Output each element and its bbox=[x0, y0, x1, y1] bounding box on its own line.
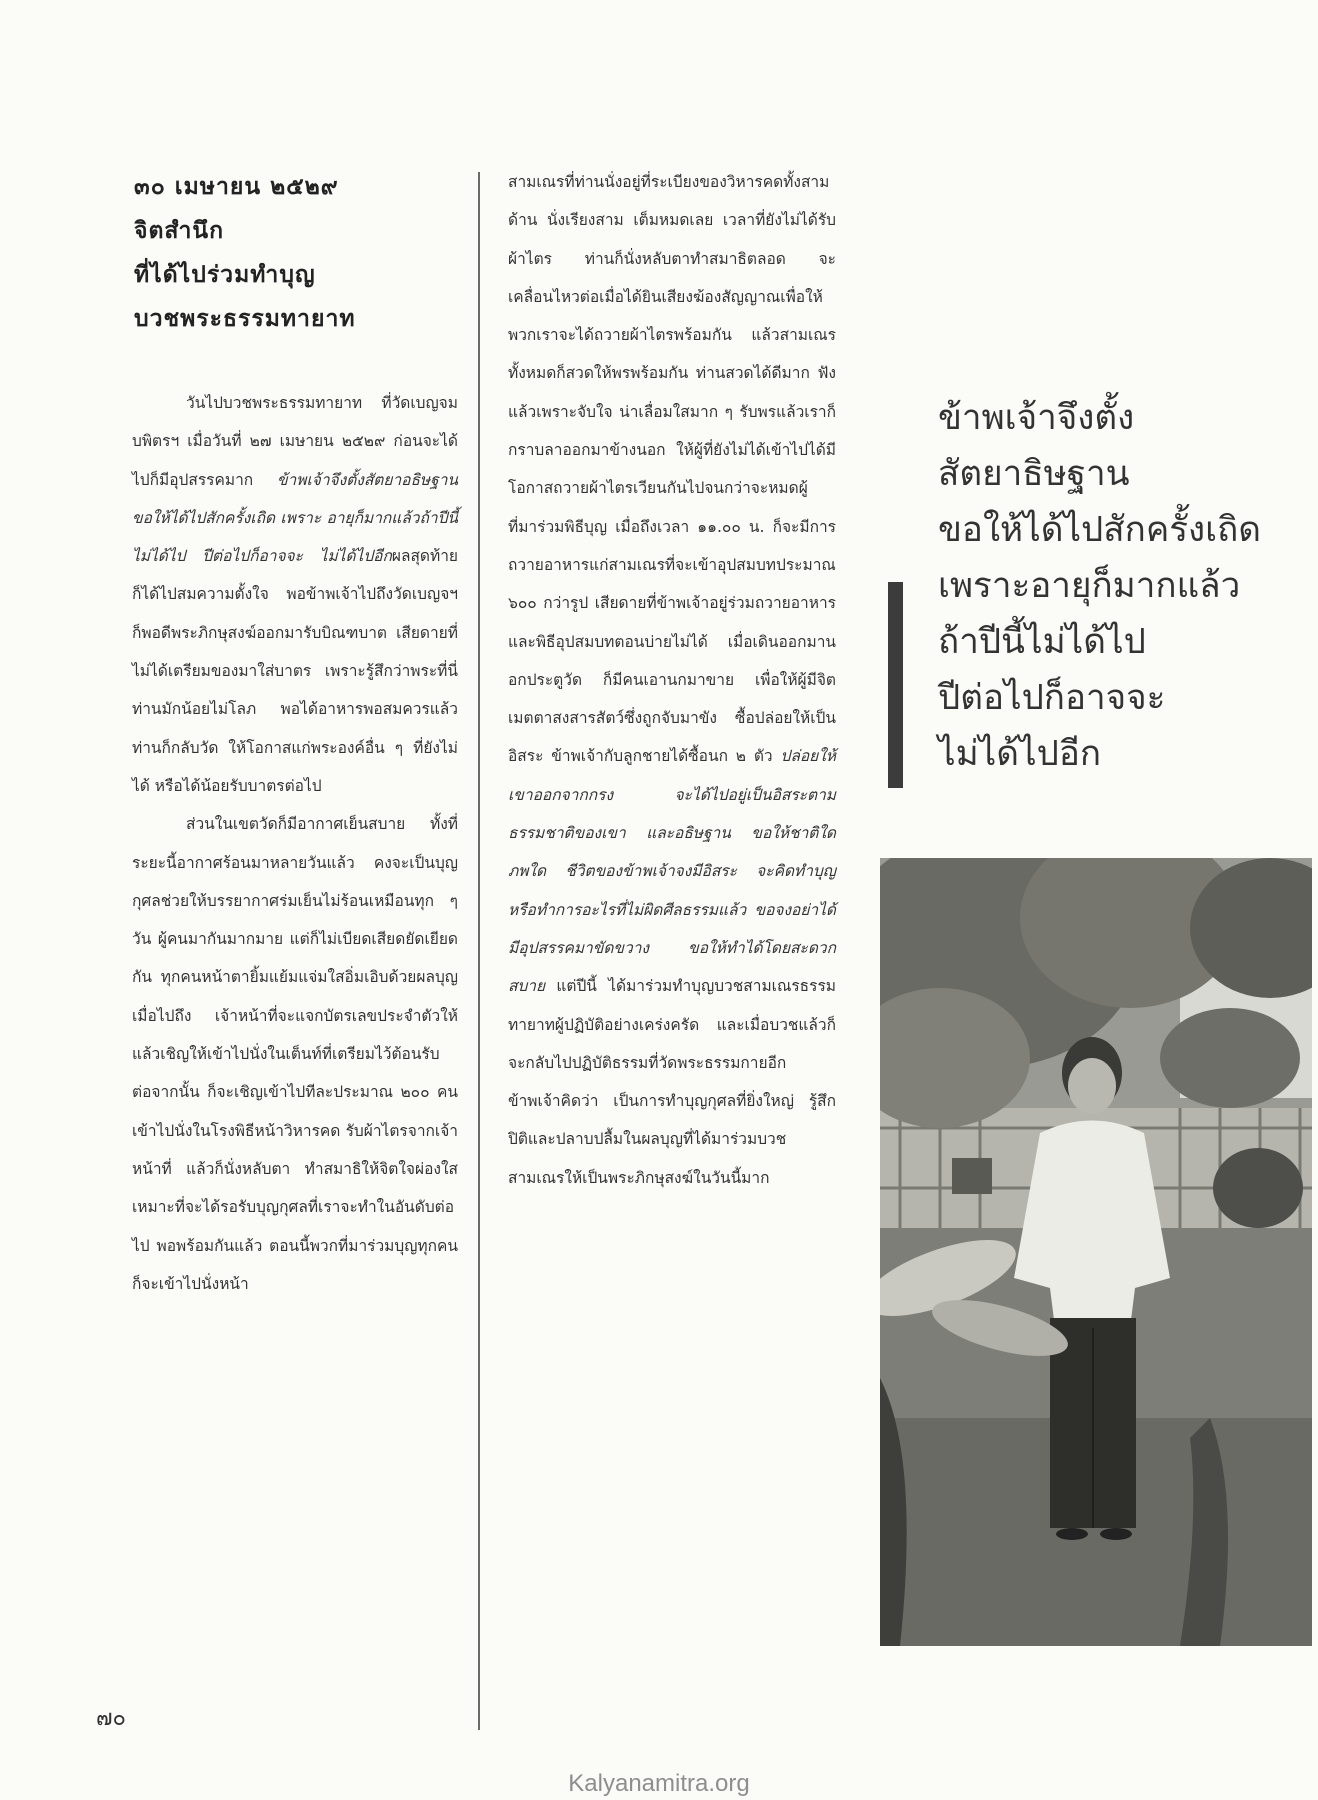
middle-column bbox=[508, 163, 836, 1197]
pullquote-line-5: ถ้าปีนี้ไม่ได้ไป bbox=[938, 622, 1146, 662]
middle-paragraph-1 bbox=[508, 163, 836, 1197]
pullquote-bar bbox=[888, 582, 903, 788]
pullquote-line-7: ไม่ได้ไปอีก bbox=[938, 734, 1102, 774]
left-p1-italic: ข้าพเจ้าจึงตั้งสัตยาอธิษฐาน ขอให้ได้ไปสักครั้งเถิด เพราะ อายุก็มากแล้วถ้าปีนี้ไม่ได้ไป ปีต่อไปก็อาจจะ ไม่ได้ไปอีก bbox=[132, 470, 458, 566]
heading-line-2: จิตสำนึก bbox=[134, 218, 225, 244]
heading-line-date: ๓๐ เมษายน ๒๕๒๙ bbox=[134, 174, 339, 200]
page-number: ๗๐ bbox=[96, 1706, 126, 1731]
pullquote-line-6: ปีต่อไปก็อาจจะ bbox=[938, 678, 1166, 718]
left-p1-end: ผลสุดท้ายก็ได้ไปสมความตั้งใจ พอข้าพเจ้าไปถึงวัดเบญจฯ ก็พอดีพระภิกษุสงฆ์ออกมารับบิณฑบาต เสียดายที่ไม่ได้เตรียมของมาใส่บาตร เพราะรู้สึกว่าพระที่นี่ท่านมักน้อยไม่โลภ พอได้อาหารพอสมควรแล้ว ท่านก็กลับวัด ให้โอกาสแก่พระองค์อื่น ๆ ที่ยังไม่ได้ หรือได้น้อยรับบาตรต่อไป bbox=[132, 547, 458, 795]
left-p1-start: วันไปบวชพระธรรมทายาท ที่วัดเบญจมบพิตรฯ เมื่อวันที่ ๒๗ เมษายน ๒๕๒๙ ก่อนจะได้ไปก็มีอุปสรรคมาก bbox=[132, 394, 458, 489]
pullquote-line-2: สัตยาธิษฐาน bbox=[938, 454, 1130, 494]
pullquote-line-4: เพราะอายุก็มากแล้ว bbox=[938, 566, 1241, 606]
left-paragraph-2: ส่วนในเขตวัดก็มีอากาศเย็นสบาย ทั้งที่ระยะนี้อากาศร้อนมาหลายวันแล้ว คงจะเป็นบุญกุศลช่วยให้บรรยากาศร่มเย็นไม่ร้อนเหมือนทุก ๆ วัน ผู้คนมากันมากมาย แต่ก็ไม่เบียดเสียดยัดเยียดกัน ทุกคนหน้าตายิ้มแย้มแจ่มใสอิ่มเอิบด้วยผลบุญ เมื่อไปถึง เจ้าหน้าที่จะแจกบัตรเลขประจำตัวให้ แล้วเชิญให้เข้าไปนั่งในเต็นท์ที่เตรียมไว้ต้อนรับ ต่อจากนั้น ก็จะเชิญเข้าไปทีละประมาณ ๒๐๐ คน เข้าไปนั่งในโรงพิธีหน้าวิหารคด รับผ้าไตรจากเจ้าหน้าที่ แล้วก็นั่งหลับตา ทำสมาธิให้จิตใจผ่องใสเหมาะที่จะได้รอรับบุญกุศลที่เราจะทำในอันดับต่อไป พอพร้อมกันแล้ว ตอนนี้พวกที่มาร่วมบุญทุกคน ก็จะเข้าไปนั่งหน้า bbox=[132, 815, 458, 1293]
middle-p1-start: สามเณรที่ท่านนั่งอยู่ที่ระเบียงของวิหารคดทั้งสามด้าน นั่งเรียงสาม เต็มหมดเลย เวลาที่ยังไม่ได้รับผ้าไตร ท่านก็นั่งหลับตาทำสมาธิตลอด จะเคลื่อนไหวต่อเมื่อได้ยินเสียงฆ้องสัญญาณเพื่อให้พวกเราจะได้ถวายผ้าไตรพร้อมกัน แล้วสามเณรทั้งหมดก็สวดให้พรพร้อมกัน ท่านสวดได้ดีมาก ฟังแล้วเพราะจับใจ น่าเลื่อมใสมาก ๆ รับพรแล้วเราก็กราบลาออกมาข้างนอก ให้ผู้ที่ยังไม่ได้เข้าไปได้มีโอกาสถวายผ้าไตรเวียนกันไปจนกว่าจะหมดผู้ที่มาร่วมพิธีบุญ เมื่อถึงเวลา ๑๑.๐๐ น. ก็จะมีการถวายอาหารแก่สามเณรที่จะเข้าอุปสมบทประมาณ ๖๐๐ กว่ารูป เสียดายที่ข้าพเจ้าอยู่ร่วมถวายอาหารและพิธีอุปสมบทตอนบ่ายไม่ได้ เมื่อเดินออกมานอกประตูวัด ก็มีคนเอานกมาขาย เพื่อให้ผู้มีจิตเมตตาสงสารสัตว์ซึ่งถูกจับมาขัง ซื้อปล่อยให้เป็นอิสระ ข้าพเจ้ากับลูกชายได้ซื้อนก ๒ ตัว bbox=[508, 173, 836, 766]
heading-line-3: ที่ได้ไปร่วมทำบุญ bbox=[134, 262, 316, 288]
article-heading bbox=[134, 165, 464, 341]
middle-p1-italic: ปล่อยให้เขาออกจากกรง จะได้ไปอยู่เป็นอิสระตามธรรมชาติของเขา และอธิษฐาน ขอให้ชาติใด ภพใด ชีวิตของข้าพเจ้าจงมีอิสระ จะคิดทำบุญ หรือทำการอะไรที่ไม่ผิดศีลธรรมแล้ว ขอจงอย่าได้มีอุปสรรคมาขัดขวาง ขอให้ทำได้โดยสะดวกสบาย bbox=[508, 747, 836, 996]
photo-woman-in-garden bbox=[880, 858, 1312, 1646]
left-column bbox=[132, 384, 458, 1303]
column-divider bbox=[478, 172, 480, 1730]
pullquote-line-3: ขอให้ได้ไปสักครั้งเถิด bbox=[938, 510, 1261, 550]
pullquote bbox=[938, 390, 1278, 782]
heading-line-4: บวชพระธรรมทายาท bbox=[134, 306, 356, 332]
middle-p1-end: แต่ปีนี้ ได้มาร่วมทำบุญบวชสามเณรธรรมทายาทผู้ปฏิบัติอย่างเคร่งครัด และเมื่อบวชแล้วก็จะกลับไปปฏิบัติธรรมที่วัดพระธรรมกายอีก ข้าพเจ้าคิดว่า เป็นการทำบุญกุศลที่ยิ่งใหญ่ รู้สึกปิติและปลาบปลื้มในผลบุญที่ได้มาร่วมบวชสามเณรให้เป็นพระภิกษุสงฆ์ในวันนี้มาก bbox=[508, 977, 836, 1187]
watermark-source: Kalyanamitra.org bbox=[568, 1770, 750, 1797]
left-paragraph-1 bbox=[132, 384, 458, 805]
pullquote-line-1: ข้าพเจ้าจึงตั้ง bbox=[938, 398, 1135, 438]
